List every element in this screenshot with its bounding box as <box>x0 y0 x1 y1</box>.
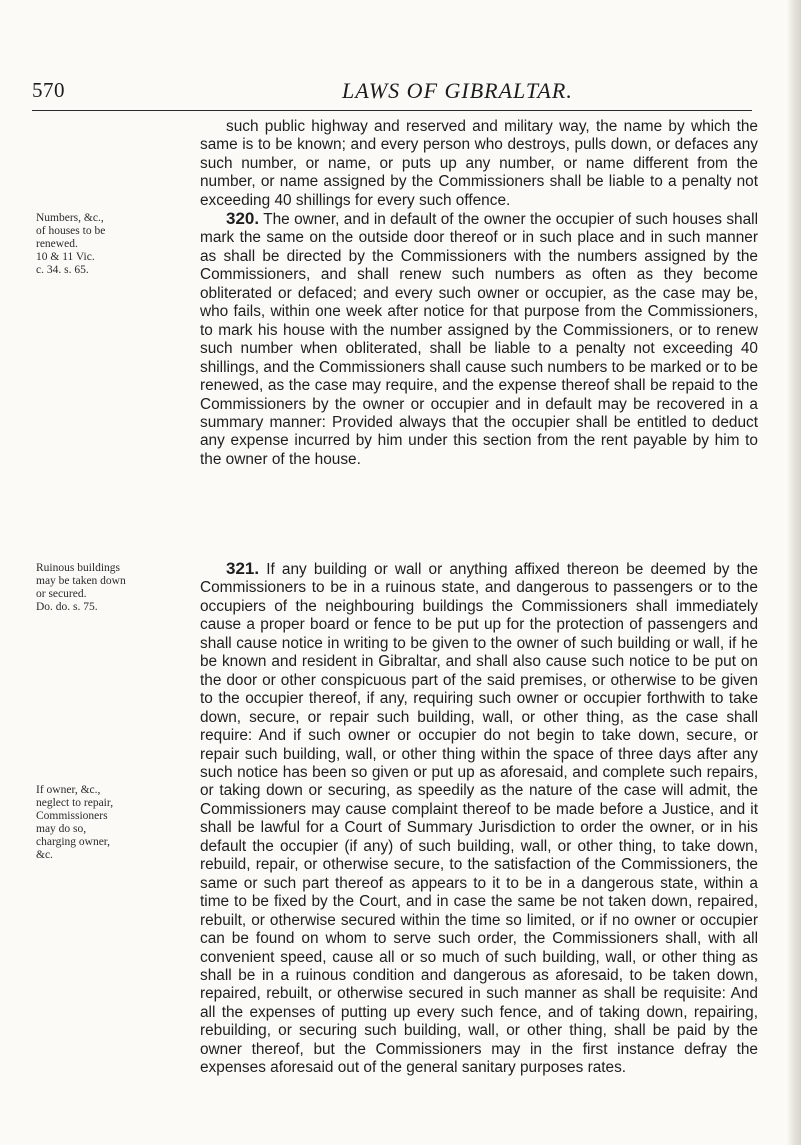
page-number: 570 <box>32 78 65 102</box>
margin-note-line: Do. do. s. 75. <box>36 601 98 613</box>
margin-note-line: or secured. <box>36 588 87 600</box>
section-321 <box>200 560 758 1078</box>
margin-note-line: Ruinous buildings <box>36 562 121 574</box>
margin-note-line: charging owner, <box>36 836 111 848</box>
section-number: 320. <box>226 209 260 228</box>
margin-note-line: If owner, &c., <box>36 784 101 796</box>
margin-note-line: may do so, <box>36 823 87 835</box>
page-edge-shadow <box>787 0 801 1145</box>
margin-note-line: renewed. <box>36 238 78 250</box>
paragraph-text: If any building or wall or anything affixed thereon be deemed by the Commissioners to be in a ruinous state, and dangerous to passengers or to the occupiers of the neighbouring buildings the Commissioners shall immediately cause a proper board or fence to be put up for the protection of passengers and shall cause notice in writing to be given to the owner of such building or wall, if he be known and resident in Gibraltar, and shall also cause such notice to be put on the door or other conspicuous part of the said premises, or otherwise to be given to the occupier thereof, if any, requiring such owner or occupier forthwith to take down, secure, or repair such building, wall, or other thing, as the case shall require: And if such owner or occupier do not begin to take down, secure, or repair such building, wall, or other thing within the space of three days after any such notice has been so given or put up as aforesaid, and complete such repairs, or taking down or securing, as speedily as the nature of the case will admit, the Commissioners may cause complaint thereof to be made before a Justice, and it shall be lawful for a Court of Summary Jurisdiction to order the owner, or in his default the occupier (if any) of such building, wall, or other thing, to take down, rebuild, repair, or otherwise secure, to the satisfaction of the Commissioners, the same or such part thereof as appears to it to be in a dangerous state, within a time to be fixed by the Court, and in case the same be not taken down, repaired, rebuilt, or otherwise secured within the time so limited, or if no owner or occupier can be found on whom to serve such order, the Commissioners shall, with all convenient speed, cause all or so much of such building, wall, or other thing as shall be in a ruinous condition and dangerous as aforesaid, to be taken down, repaired, rebuilt, or otherwise secured in such manner as shall be requisite: And all the expenses of putting up every such fence, and of taking down, repairing, rebuilding, or securing such building, wall, or other thing, shall be paid by the owner thereof, but the Commissioners may in the first instance defray the expenses aforesaid out of the general sanitary purposes rates. <box>200 561 758 1077</box>
paragraph-continuation <box>200 118 758 210</box>
margin-note-line: Commissioners <box>36 810 108 822</box>
margin-note-line: of houses to be <box>36 225 106 237</box>
margin-note-line: 10 & 11 Vic. <box>36 251 95 263</box>
running-title: LAWS OF GIBRALTAR. <box>342 78 573 103</box>
section-number: 321. <box>226 559 260 578</box>
paragraph-text: such public highway and reserved and military way, the name by which the same is to be known; and every person who destroys, pulls down, or defaces any such number, or name, or puts up any number, or name different from the number, or name assigned by the Commissioners shall be liable to a penalty not exceeding 40 shillings for every such offence. <box>200 118 758 209</box>
margin-note-ruinous-buildings <box>36 562 136 614</box>
margin-note-numbers <box>36 212 136 277</box>
margin-note-line: c. 34. s. 65. <box>36 264 89 276</box>
margin-note-line: may be taken down <box>36 575 126 587</box>
paragraph-text: The owner, and in default of the owner the occupier of such houses shall mark the same on the outside door thereof or in such place and in such manner as shall be directed by the Commissioners with the numbers assigned by the Commissioners, and shall renew such numbers as often as they become obliterated or defaced; and every such owner or occupier, as the case may be, who fails, within one week after notice for that purpose from the Commissioners, to mark his house with the number assigned by the Commissioners, or to renew such number when obliterated, shall be liable to a penalty not exceeding 40 shillings, and the Commissioners shall cause such numbers to be marked or to be renewed, as the case may require, and the expense thereof shall be repaid to the Commissioners by the owner or occupier and in default may be recovered in a summary manner: Provided always that the occupier shall be entitled to deduct any expense incurred by him under this section from the rent payable by him to the owner of the house. <box>200 211 758 468</box>
margin-note-line: &c. <box>36 849 53 861</box>
margin-note-line: Numbers, &c., <box>36 212 104 224</box>
section-320 <box>200 210 758 469</box>
page-header <box>32 76 752 111</box>
margin-note-owner-neglect <box>36 784 136 862</box>
margin-note-line: neglect to repair, <box>36 797 114 809</box>
